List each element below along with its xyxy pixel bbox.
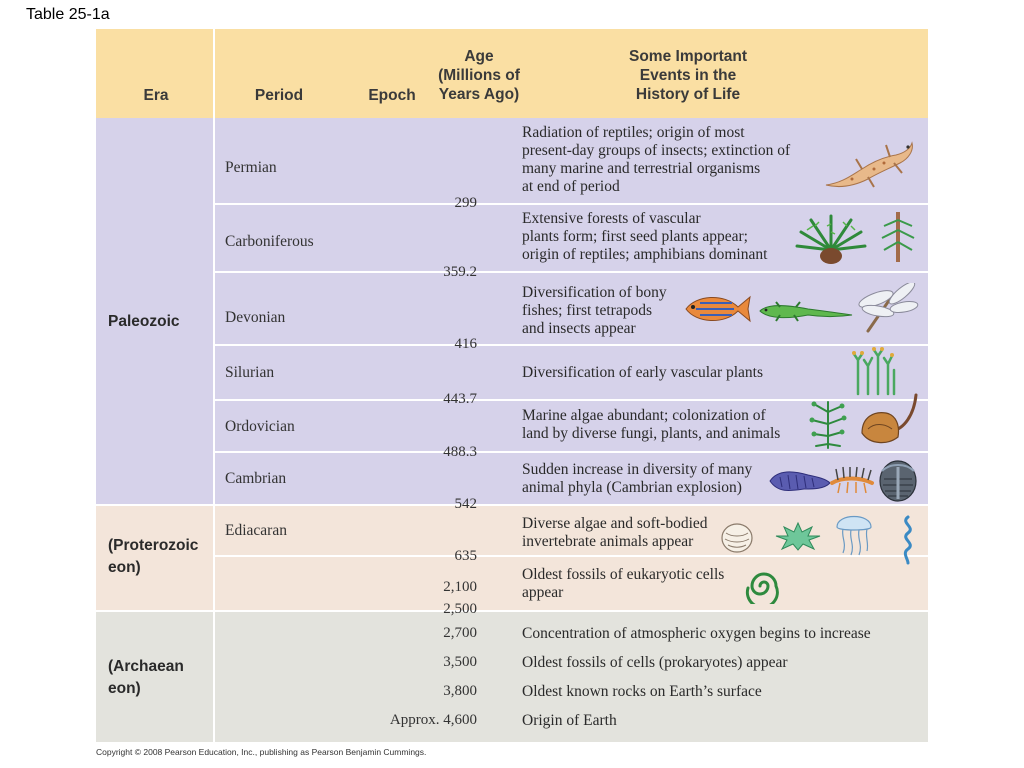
event-line: Extensive forests of vascular <box>522 210 701 227</box>
age-boundary: 443.7 <box>443 391 477 407</box>
age-boundary: 359.2 <box>443 264 477 280</box>
header-events-line: Some Important <box>629 48 747 65</box>
header-epoch: Epoch <box>368 87 416 104</box>
era-archaean-line: eon) <box>108 680 141 697</box>
event-prokaryotes: Oldest fossils of cells (prokaryotes) appear <box>522 654 788 671</box>
eukaryote-cell-icon <box>744 568 784 604</box>
event-line: land by diverse fungi, plants, and animals <box>522 425 781 442</box>
event-oxygen: Concentration of atmospheric oxygen begins to increase <box>522 625 871 642</box>
gecko-icon <box>822 133 918 191</box>
event-line: present-day groups of insects; extinction of <box>522 142 791 159</box>
header-events <box>608 47 768 104</box>
horsetail-icon <box>878 210 918 264</box>
period-silurian: Silurian <box>225 364 275 381</box>
event-line: animal phyla (Cambrian explosion) <box>522 479 742 496</box>
copyright-notice: Copyright © 2008 Pearson Education, Inc., publishing as Pearson Benjamin Cummings. <box>96 747 427 757</box>
header-age-line: Years Ago) <box>438 86 520 103</box>
era-archaean <box>108 656 184 700</box>
era-divider <box>96 504 928 506</box>
row-divider <box>213 451 928 453</box>
age-boundary: 2,700 <box>443 625 477 641</box>
dragonfly-icon <box>856 283 920 335</box>
period-cambrian: Cambrian <box>225 470 287 487</box>
event-cambrian <box>522 461 752 497</box>
age-boundary: 2,500 <box>443 601 477 617</box>
horseshoe-crab-icon <box>858 393 920 449</box>
row-divider <box>213 344 928 346</box>
event-origin: Origin of Earth <box>522 712 617 729</box>
fish-icon <box>682 289 754 329</box>
event-line: appear <box>522 584 564 601</box>
age-boundary: 416 <box>454 336 477 352</box>
age-boundary: 635 <box>454 548 477 564</box>
age-boundary: Approx. 4,600 <box>389 712 477 728</box>
header-age-line: (Millions of <box>438 67 520 84</box>
header-age-line: Age <box>464 48 494 65</box>
event-line: plants form; first seed plants appear; <box>522 228 748 245</box>
era-column-divider <box>213 29 215 742</box>
era-archaean-line: (Archaean <box>108 658 184 675</box>
era-proterozoic-line: (Proterozoic <box>108 537 199 554</box>
header-age <box>428 47 530 104</box>
age-boundary: 299 <box>454 195 477 211</box>
event-line: Radiation of reptiles; origin of most <box>522 124 745 141</box>
event-line: Sudden increase in diversity of many <box>522 461 753 478</box>
header-events-line: History of Life <box>635 86 741 103</box>
period-permian: Permian <box>225 159 277 176</box>
event-permian <box>522 124 790 196</box>
period-devonian: Devonian <box>225 309 286 326</box>
spiny-creature-icon <box>828 465 876 497</box>
jellyfish-icon <box>833 507 875 557</box>
era-paleozoic: Paleozoic <box>108 313 180 330</box>
event-line: Marine algae abundant; colonization of <box>522 407 766 424</box>
age-boundary: 3,500 <box>443 654 477 670</box>
event-ediacaran <box>522 515 708 551</box>
tetrapod-icon <box>758 299 854 323</box>
event-carboniferous <box>522 210 767 264</box>
event-eukaryotic <box>522 566 724 602</box>
era-proterozoic <box>108 535 198 579</box>
age-boundary: 542 <box>454 496 477 512</box>
header-events-line: Events in the <box>639 67 737 84</box>
header-era: Era <box>143 87 169 104</box>
event-rocks: Oldest known rocks on Earth’s surface <box>522 683 762 700</box>
period-ediacaran: Ediacaran <box>225 522 287 539</box>
age-boundary: 3,800 <box>443 683 477 699</box>
worm-icon <box>768 467 832 495</box>
row-divider <box>213 271 928 273</box>
table-caption: Table 25-1a <box>26 6 110 23</box>
squiggle-icon <box>896 515 920 565</box>
frond-icon <box>720 521 754 555</box>
event-line: and insects appear <box>522 320 636 337</box>
event-line: fishes; first tetrapods <box>522 302 653 319</box>
event-line: invertebrate animals appear <box>522 533 694 550</box>
era-proterozoic-line: eon) <box>108 559 141 576</box>
row-divider <box>213 203 928 205</box>
event-line: Diverse algae and soft-bodied <box>522 515 708 532</box>
event-line: Oldest fossils of eukaryotic cells <box>522 566 725 583</box>
period-carboniferous: Carboniferous <box>225 233 314 250</box>
event-line: many marine and terrestrial organisms <box>522 160 761 177</box>
age-boundary: 2,100 <box>443 579 477 595</box>
row-divider <box>213 555 928 557</box>
star-icon <box>774 521 822 551</box>
trilobite-icon <box>876 457 920 503</box>
age-boundary: 488.3 <box>443 444 477 460</box>
event-line: Diversification of early vascular plants <box>522 364 764 381</box>
event-line: Diversification of bony <box>522 284 667 301</box>
era-divider <box>96 610 928 612</box>
event-devonian <box>522 284 667 338</box>
event-line: origin of reptiles; amphibians dominant <box>522 246 768 263</box>
event-silurian <box>522 364 763 382</box>
early-plants-icon <box>850 346 900 396</box>
header-period: Period <box>254 87 304 104</box>
geologic-time-table <box>96 29 928 742</box>
period-ordovician: Ordovician <box>225 418 295 435</box>
cycad-icon <box>793 212 869 266</box>
algae-icon <box>806 398 850 450</box>
event-line: at end of period <box>522 178 620 195</box>
event-ordovician <box>522 407 780 443</box>
